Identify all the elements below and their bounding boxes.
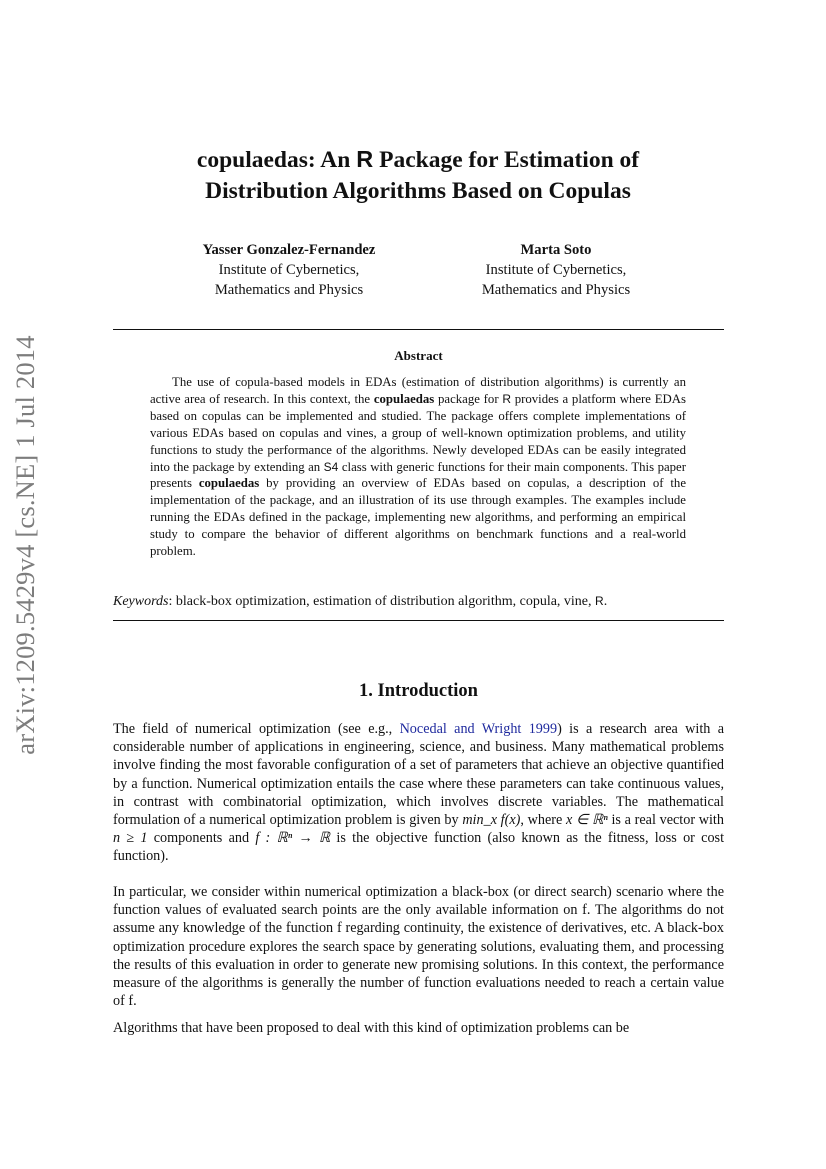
title-text-part2: Package for Estimation of (373, 147, 640, 173)
abstract-heading: Abstract (394, 348, 443, 363)
abstract-bottom-rule (113, 620, 724, 621)
intro-paragraph-1 (113, 720, 724, 866)
citation-link[interactable]: Nocedal and Wright 1999 (399, 721, 558, 737)
s4-class-name: S4 (323, 459, 339, 474)
author-name: Marta Soto (520, 242, 592, 258)
author-affiliation-line1: Institute of Cybernetics, (218, 262, 360, 278)
keywords-line (113, 594, 724, 610)
keywords-end: . (603, 594, 608, 609)
author-affiliation-line2: Mathematics and Physics (214, 282, 364, 298)
arxiv-identifier-stamp: arXiv:1209.5429v4 [cs.NE] 1 Jul 2014 (10, 335, 40, 755)
abstract-text-part: package for (434, 391, 503, 406)
paragraph-text: is a real vector with (607, 812, 724, 829)
paragraph-text: The field of numerical optimization (see e.g., (113, 721, 400, 737)
title-text-part1: : An (307, 147, 357, 173)
title-package-name: copulaedas (196, 147, 308, 173)
math-vector-domain: x ∈ ℝⁿ (566, 812, 608, 829)
author-block-1 (169, 240, 409, 300)
math-min-expression: min_x f(x) (462, 812, 521, 829)
section-heading-introduction: 1. Introduction (359, 681, 478, 701)
abstract-text (150, 374, 686, 560)
r-language-name: R (595, 594, 604, 608)
package-name: copulaedas (198, 476, 260, 491)
abstract-top-rule (113, 329, 724, 330)
abstract-text-part: class with generic functions for their main components. This paper presents (150, 459, 686, 491)
author-block-2 (436, 240, 676, 300)
paragraph-text: components and (147, 830, 256, 847)
title-line-2: Distribution Algorithms Based on Copulas (205, 178, 631, 204)
abstract-text-part: provides a platform where EDAs based on copulas can be implemented and studied. The package offers complete implementations of various EDAs based on copulas and vines, a group of well-known optimization problems, and utility functions to study the performance of the algorithms. Newly developed EDAs can be easily integrated into the package by extending an (150, 391, 686, 474)
package-name: copulaedas (373, 391, 435, 406)
math-dimension-condition: n ≥ 1 (113, 830, 148, 847)
abstract-text-part: The use of copula-based models in EDAs (estimation of distribution algorithms) is currently an active area of research. In this context, the (150, 375, 686, 406)
paper-title (113, 144, 723, 207)
intro-paragraph-3: Algorithms that have been proposed to deal with this kind of optimization problems can be (113, 1020, 630, 1036)
abstract-text-part: by providing an overview of EDAs based on copulas, a description of the implementation of the package, and an illustration of its use through examples. The examples include running the EDAs defined in the package, implementing new algorithms, and performing an empirical study to compare the behavior of different algorithms on benchmark functions and a real-world problem. (150, 476, 686, 559)
r-language-name: R (502, 391, 511, 406)
intro-paragraph-2: In particular, we consider within numerical optimization a black-box (or direct search) scenario where the function values of evaluated search points are the only available information on f. The algorithms do not assume any knowledge of the function f regarding continuity, the existence of derivatives, etc. A black-box optimization procedure explores the search space by generating solutions, evaluating them, and processing the results of this evaluation in order to generate new promising solutions. In this context, the performance measure of the algorithms is generally the number of function evaluations needed to reach a certain value of f. (113, 884, 724, 1010)
paragraph-text: ) is a research area with a considerable number of applications in engineering, science, and business. Many mathematical problems involve finding the most favorable configuration of a set of parameters that achieve an objective quantified by a function. Numerical optimization entails the case where these parameters can take continuous values, in contrast with combinatorial optimization, which involves discrete variables. The mathematical formulation of a numerical optimization problem is given by (113, 721, 724, 829)
title-r-logo-text: R (356, 146, 374, 172)
paragraph-text: , where (520, 812, 566, 829)
keywords-list: : black-box optimization, estimation of distribution algorithm, copula, vine, (168, 594, 596, 609)
paragraph-text: is the objective function (also known as the fitness, loss or cost function). (113, 830, 725, 865)
author-affiliation-line1: Institute of Cybernetics, (485, 262, 627, 278)
keywords-label: Keywords (113, 594, 169, 609)
math-function-signature: f : ℝⁿ → ℝ (255, 830, 331, 847)
author-affiliation-line2: Mathematics and Physics (481, 282, 631, 298)
author-name: Yasser Gonzalez-Fernandez (202, 242, 376, 258)
